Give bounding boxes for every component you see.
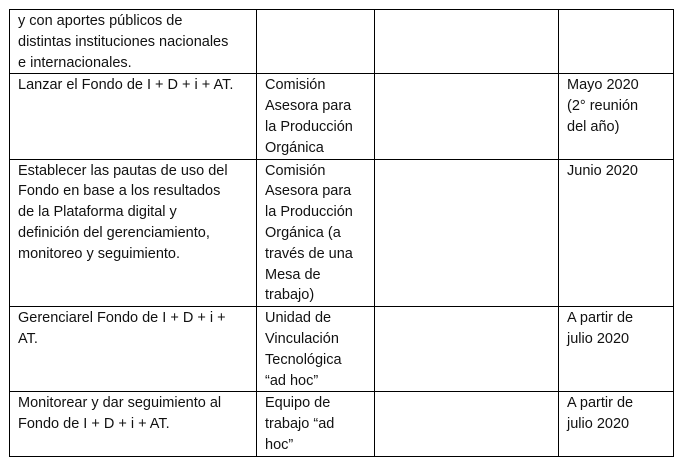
table-row <box>10 392 674 456</box>
table-row <box>10 74 674 159</box>
empty-cell <box>375 307 559 392</box>
action-text: Gerenciarel Fondo de I + D + i + AT. <box>18 310 226 347</box>
empty-cell <box>375 159 559 307</box>
responsible-cell <box>257 74 375 159</box>
date-cell <box>559 392 674 456</box>
date-text: A partir de julio 2020 <box>567 310 634 347</box>
action-text: y con aportes públicos de distintas instituciones nacionales e internacionales. <box>18 13 229 71</box>
action-text: Lanzar el Fondo de I + D + i + AT. <box>18 77 234 94</box>
table-row <box>10 159 674 307</box>
date-cell <box>559 307 674 392</box>
date-cell <box>559 159 674 307</box>
responsible-text: Unidad de Vinculación Tecnológica “ad hoc” <box>265 310 342 389</box>
responsible-cell <box>257 392 375 456</box>
responsible-cell <box>257 159 375 307</box>
date-text: A partir de julio 2020 <box>567 395 634 433</box>
date-text: Mayo 2020 (2° reunión del año) <box>567 77 639 135</box>
table-row <box>10 10 674 74</box>
date-cell <box>559 74 674 159</box>
responsible-text: Comisión Asesora para la Producción Orgánica <box>265 77 353 156</box>
action-cell <box>10 159 257 307</box>
empty-cell <box>375 10 559 74</box>
empty-cell <box>375 392 559 456</box>
date-text: Junio 2020 <box>567 162 638 179</box>
action-cell <box>10 74 257 159</box>
action-text: Monitorear y dar seguimiento al Fondo de I + D + i + AT. <box>18 395 222 433</box>
action-cell <box>10 392 257 456</box>
action-cell <box>10 10 257 74</box>
date-cell <box>559 10 674 74</box>
responsible-text: Comisión Asesora para la Producción Orgánica (a través de una Mesa de trabajo) <box>265 162 353 304</box>
responsible-cell <box>257 10 375 74</box>
responsible-cell <box>257 307 375 392</box>
action-cell <box>10 307 257 392</box>
action-plan-table <box>9 9 674 457</box>
table-row <box>10 307 674 392</box>
empty-cell <box>375 74 559 159</box>
action-text: Establecer las pautas de uso del Fondo en base a los resultados de la Plataforma digital y definición del gerenciamiento, monitoreo y seguimiento. <box>18 162 228 262</box>
responsible-text: Equipo de trabajo “ad hoc” <box>265 395 335 453</box>
